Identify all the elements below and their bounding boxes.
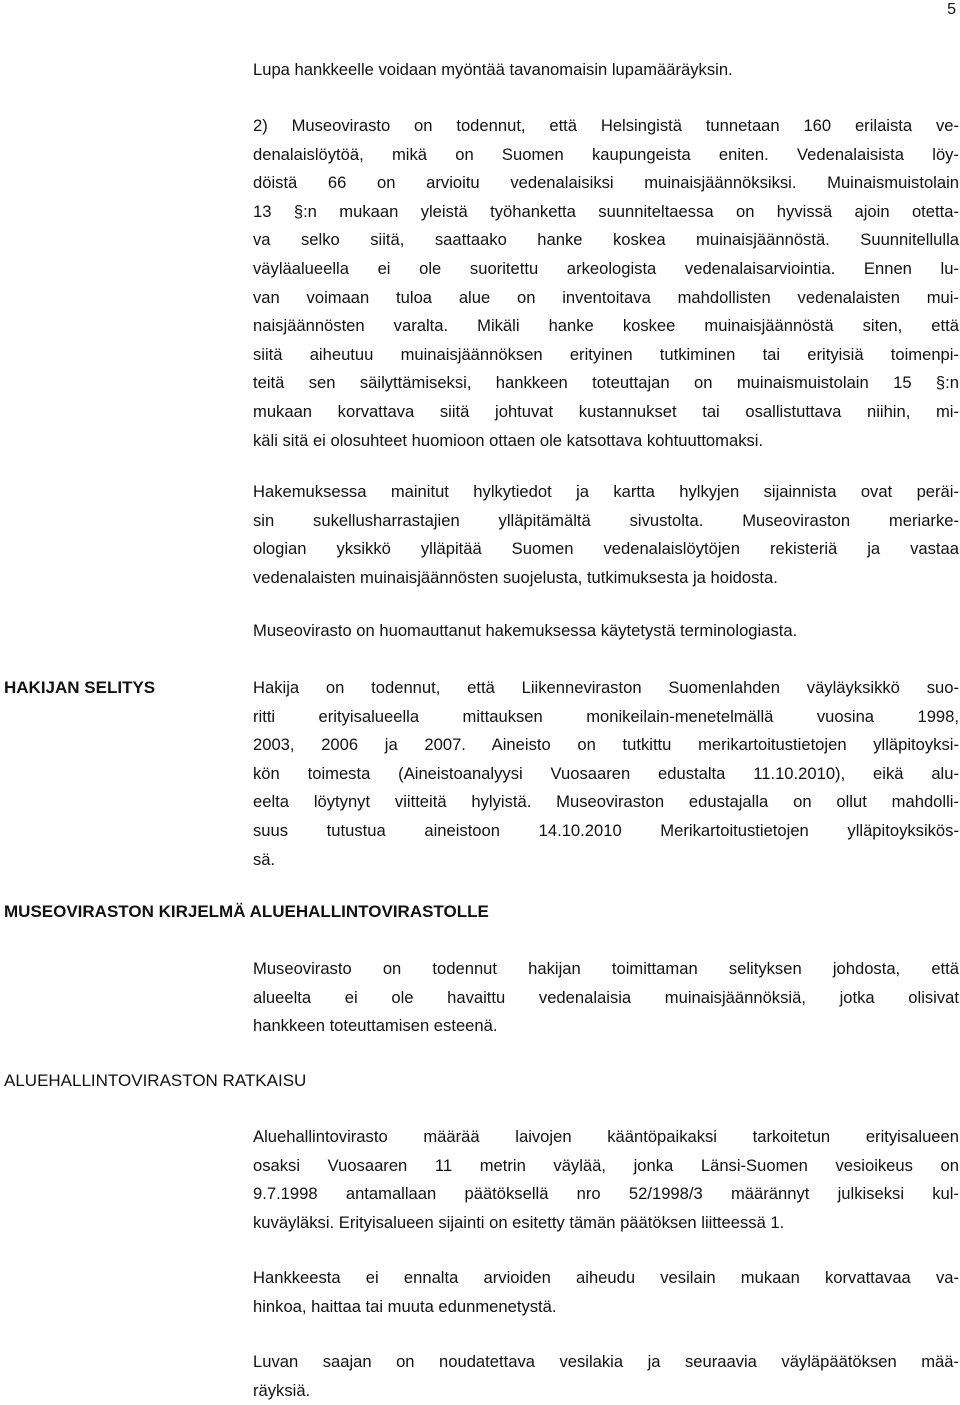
paragraph-wreck-data	[253, 478, 959, 592]
text-line: van voimaan tuloa alue on inventoitava mahdollisten vedenalaisten mui-	[253, 287, 959, 307]
heading-aluehallintovirasto-ratkaisu: ALUEHALLINTOVIRASTON RATKAISU	[4, 1071, 307, 1090]
text-line: mukaan korvattava siitä johtuvat kustannukset tai osallistuttava niihin, mi-	[253, 401, 959, 421]
paragraph-terminology	[253, 617, 959, 646]
text-line: Luvan saajan on noudatettava vesilakia ja seuraavia väyläpäätöksen mää-	[253, 1352, 959, 1371]
paragraph-permit-conditions	[253, 56, 959, 85]
paragraph-applicant-response	[253, 674, 959, 874]
text-line: Lupa hankkeelle voidaan myöntää tavanomaisin lupamääräyksin.	[253, 60, 733, 79]
text-line: hankkeen toteuttamisen esteenä.	[253, 1016, 498, 1036]
text-line: Aluehallintovirasto määrää laivojen kääntöpaikaksi tarkoitetun erityisalueen	[253, 1127, 959, 1146]
text-line: 9.7.1998 antamallaan päätöksellä nro 52/1998/3 määrännyt julkiseksi kul-	[253, 1184, 959, 1204]
paragraph-decision	[253, 1123, 959, 1237]
text-line: osaksi Vuosaaren 11 metrin väylää, jonka Länsi-Suomen vesioikeus on	[253, 1155, 959, 1175]
text-line: ologian yksikkö ylläpitää Suomen vedenalaislöytöjen rekisteriä ja vastaa	[253, 539, 959, 559]
text-line: 2) Museovirasto on todennut, että Helsingistä tunnetaan 160 erilaista ve-	[253, 116, 959, 135]
text-line: käli sitä ei olosuhteet huomioon ottaen ole katsottava kohtuuttomaksi.	[253, 430, 764, 450]
heading-hakijan-selitys: HAKIJAN SELITYS	[4, 678, 156, 697]
text-line: eelta löytynyt viitteitä hylyistä. Museoviraston edustajalla on ollut mahdolli-	[253, 792, 959, 812]
text-line: hinkoa, haittaa tai muuta edunmenetystä.	[253, 1296, 557, 1316]
text-line: kön toimesta (Aineistoanalyysi Vuosaaren edustalta 11.10.2010), eikä alu-	[253, 763, 959, 783]
text-line: kuväyläksi. Erityisalueen sijainti on esitetty tämän päätöksen liitteessä 1.	[253, 1212, 785, 1232]
text-line: Hakija on todennut, että Liikenneviraston Suomenlahden väyläyksikkö suo-	[253, 678, 959, 697]
text-line: denalaislöytöä, mikä on Suomen kaupungeista eniten. Vedenalaisista löy-	[253, 144, 959, 164]
text-line: räyksiä.	[253, 1380, 311, 1400]
text-line: sin sukellusharrastajien ylläpitämältä sivustolta. Museoviraston meriarke-	[253, 510, 959, 530]
text-line: teitä sen säilyttämiseksi, hankkeen toteuttajan on muinaismuistolain 15 §:n	[253, 373, 959, 393]
text-line: 13 §:n mukaan yleistä työhanketta suunniteltaessa on hyvissä ajoin otetta-	[253, 201, 959, 221]
page-number: 5	[947, 1, 956, 18]
text-line: Museovirasto on huomauttanut hakemuksessa käytetystä terminologiasta.	[253, 621, 798, 640]
text-line: väyläalueella ei ole suoritettu arkeologista vedenalaisarviointia. Ennen lu-	[253, 258, 959, 278]
text-line: ritti erityisalueella mittauksen monikeilain-menetelmällä vuosina 1998,	[253, 706, 959, 726]
paragraph-permit-holder-obligations	[253, 1348, 959, 1405]
text-line: Hakemuksessa mainitut hylkytiedot ja kartta hylkyjen sijainnista ovat peräi-	[253, 482, 959, 501]
paragraph-museovirasto-statement	[253, 112, 959, 455]
heading-museovirasto-letter: MUSEOVIRASTON KIRJELMÄ ALUEHALLINTOVIRASTOLLE	[4, 902, 489, 921]
text-line: suus tutustua aineistoon 14.10.2010 Merikartoitustietojen ylläpitoyksikös-	[253, 820, 959, 840]
text-line: vedenalaisten muinaisjäännösten suojelusta, tutkimuksesta ja hoidosta.	[253, 567, 778, 587]
paragraph-museovirasto-letter	[253, 955, 959, 1041]
text-line: sä.	[253, 849, 276, 869]
paragraph-no-damage	[253, 1264, 959, 1321]
text-line: alueelta ei ole havaittu vedenalaisia muinaisjäännöksiä, jotka olisivat	[253, 987, 959, 1007]
text-line: döistä 66 on arvioitu vedenalaisiksi muinaisjäännöksiksi. Muinaismuistolain	[253, 173, 959, 193]
text-line: naisjäännösten varalta. Mikäli hanke koskee muinaisjäännöstä siten, että	[253, 316, 959, 336]
text-line: siitä aiheutuu muinaisjäännöksen erityinen tutkiminen tai erityisiä toimenpi-	[253, 344, 959, 364]
text-line: Museovirasto on todennut hakijan toimittaman selityksen johdosta, että	[253, 959, 959, 978]
text-line: va selko siitä, saattaako hanke koskea muinaisjäännöstä. Suunnitellulla	[253, 230, 959, 250]
text-line: 2003, 2006 ja 2007. Aineisto on tutkittu merikartoitustietojen ylläpitoyksi-	[253, 735, 959, 755]
text-line: Hankkeesta ei ennalta arvioiden aiheudu vesilain mukaan korvattavaa va-	[253, 1268, 959, 1287]
